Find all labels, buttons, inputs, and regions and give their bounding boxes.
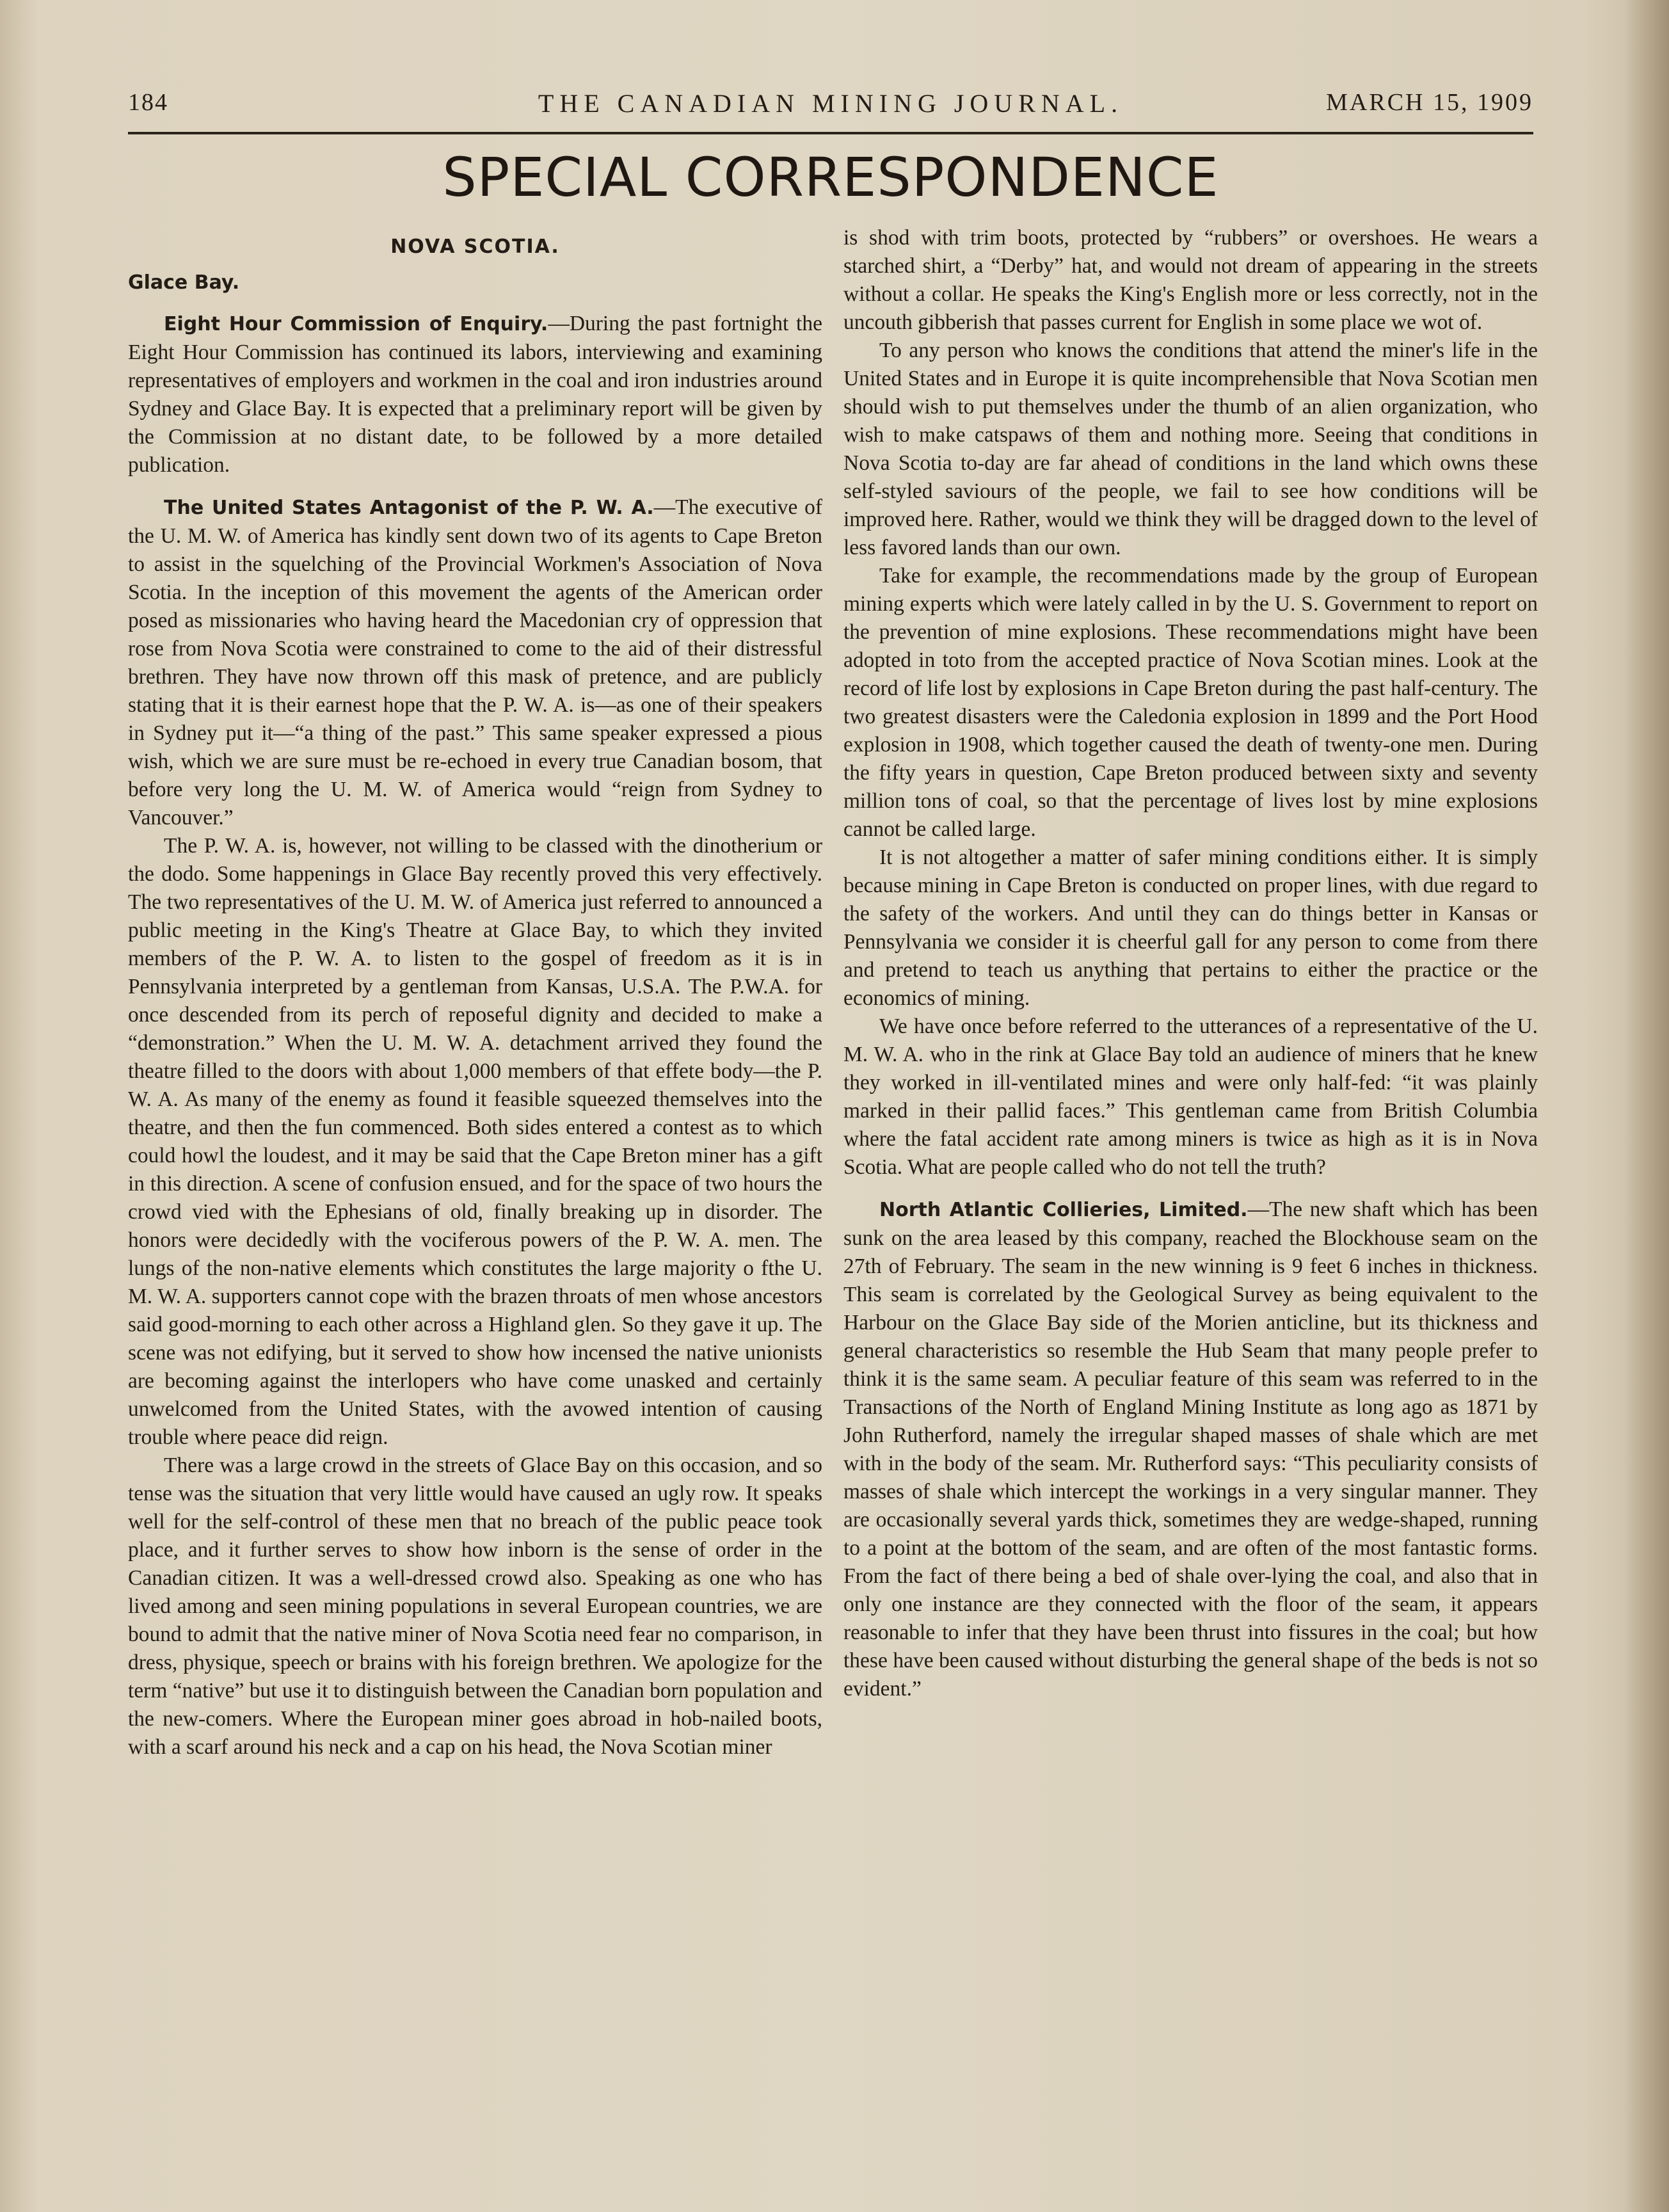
running-header	[128, 83, 1533, 128]
header-rule	[128, 132, 1533, 134]
run-in-heading: The United States Antagonist of the P. W. A.	[164, 497, 654, 519]
paragraph	[128, 493, 822, 832]
paragraph: We have once before referred to the utterances of a representative of the U. M. W. A. who in the rink at Glace Bay told an audience of miners that he knew they worked in ill-ventilated mines and were only half-fed: “it was plainly marked in their pallid faces.” This gentleman came from British Columbia where the fatal accident rate among miners is twice as high as it is in Nova Scotia. What are people called who do not tell the truth?	[843, 1014, 1538, 1179]
section-banner: SPECIAL CORRESPONDENCE	[442, 146, 1219, 209]
paragraph	[843, 1196, 1538, 1703]
paragraph-text: —The new shaft which has been sunk on the area leased by this company, reached the Blockhouse seam on the 27th of February. The seam in the new winning is 9 feet 6 inches in thickness. This seam is correlated by the Geological Survey as being equivalent to the Harbour on the Glace Bay side of the Morien anticline, but its thickness and general characteristics so resemble the Hub Seam that many people prefer to think it is the same seam. A peculiar feature of this seam was referred to in the Transactions of the North of England Mining Institute as long ago as 1871 by John Rutherford, namely the irregular shaped masses of shale which are met with in the body of the seam. Mr. Rutherford says: “This peculiarity consists of masses of shale which intercept the workings in a very singular manner. They are occasionally several yards thick, sometimes they are wedge-shaped, running to a point at the bottom of the seam, and are often of the most fantastic forms. From the fact of there being a bed of shale over-lying the coal, and also that in only one instance are they connected with the floor of the seam, it appears reasonable to infer that they have been thrust into fissures in the coal; but how these have been caused without disturbing the general shape of the beds is not so evident.”	[843, 1198, 1538, 1701]
paragraph: Take for example, the recommendations made by the group of European mining experts which were lately called in by the U. S. Government to report on the prevention of mine explosions. These recommendations might have been adopted in toto from the accepted practice of Nova Scotian mines. Look at the record of life lost by explosions in Cape Breton during the past half-century. The two greatest disasters were the Caledonia explosion in 1899 and the Port Hood explosion in 1908, which together caused the death of twenty-one men. During the fifty years in question, Cape Breton produced between sixty and seventy million tons of coal, so that the percentage of lives lost by mine explosions cannot be called large.	[843, 564, 1538, 841]
issue-date: MARCH 15, 1909	[1326, 89, 1533, 116]
paragraph: There was a large crowd in the streets of Glace Bay on this occasion, and so tense was the situation that very little would have caused an ugly row. It speaks well for the self-control of these men that no breach of the public peace took place, and it further serves to show how inborn is the sense of order in the Canadian citizen. It was a well-dressed crowd also. Speaking as one who has lived among and seen mining populations in several European countries, we are bound to admit that the native miner of Nova Scotia need fear no comparison, in dress, physique, speech or brains with his foreign brethren. We apologize for the term “native” but use it to distinguish between the Canadian born population and the new-comers. Where the European miner goes abroad in hob-nailed boots, with a scarf around his neck and a cap on his head, the Nova Scotian miner	[128, 1454, 822, 1759]
paragraph: To any person who knows the conditions that attend the miner's life in the United States and in Europe it is quite incomprehensible that Nova Scotian men should wish to put themselves under the thumb of an alien organization, who wish to make catspaws of them and nothing more. Seeing that conditions in Nova Scotia to-day are far ahead of conditions in the land which owns these self-styled saviours of the people, we fail to see how conditions will be improved here. Rather, would we think they will be dragged down to the level of less favored lands than our own.	[843, 339, 1538, 559]
run-in-heading: Eight Hour Commission of Enquiry.	[164, 313, 548, 335]
paragraph-text: —During the past fortnight the Eight Hour Commission has continued its labors, interviewing and examining representatives of employers and workmen in the coal and iron industries around Sydney and Glace Bay. It is expected that a preliminary report will be given by the Commission at no distant date, to be followed by a more detailed publication.	[128, 312, 822, 477]
place-heading: Glace Bay.	[128, 271, 240, 294]
right-column	[843, 224, 1538, 2176]
journal-title: THE CANADIAN MINING JOURNAL.	[538, 89, 1124, 118]
paragraph: is shod with trim boots, protected by “rubbers” or overshoes. He wears a starched shirt, a “Derby” hat, and would not dream of appearing in the streets without a collar. He speaks the King's English more or less correctly, not in the uncouth gibberish that passes current for English in some place we wot of.	[843, 226, 1538, 334]
page-number: 184	[128, 89, 168, 116]
paragraph: It is not altogether a matter of safer mining conditions either. It is simply because mining in Cape Breton is conducted on proper lines, with due regard to the safety of the workers. And until they can do things better in Kansas or Pennsylvania we consider it is cheerful gall for any person to come from there and pretend to teach us anything that pertains to either the practice or the economics of mining.	[843, 846, 1538, 1010]
paragraph-text: —The executive of the U. M. W. of America has kindly sent down two of its agents to Cape Breton to assist in the squelching of the Provincial Workmen's Association of Nova Scotia. In the inception of this movement the agents of the American order posed as missionaries who having heard the Macedonian cry of oppression that rose from Nova Scotia were constrained to come to the aid of their distressful brethren. They have now thrown off this mask of pretence, and are publicly stating that it is their earnest hope that the P. W. A. is—as one of their speakers in Sydney put it—“a thing of the past.” This same speaker expressed a pious wish, which we are sure must be re-echoed in every true Canadian bosom, that before very long the U. M. W. of America would “reign from Sydney to Vancouver.”	[128, 495, 822, 830]
page-edge-shadow	[1624, 0, 1669, 2212]
paragraph: The P. W. A. is, however, not willing to be classed with the dinotherium or the dodo. Some happenings in Glace Bay recently proved this very effectively. The two representatives of the U. M. W. of America just referred to announced a public meeting in the King's Theatre at Glace Bay, to which they invited members of the P. W. A. to listen to the gospel of freedom as it is in Pennsylvania interpreted by a gentleman from Kansas, U.S.A. The P.W.A. for once descended from its perch of reposeful dignity and decided to make a “demonstration.” When the U. M. W. A. detachment arrived they found the theatre filled to the doors with about 1,000 members of that effete body—the P. W. A. As many of the enemy as found it feasible squeezed themselves into the theatre, and then the fun commenced. Both sides entered a contest as to which could howl the loudest, and it may be said that the Cape Breton miner has a gift in this direction. A scene of confusion ensued, and for the space of two hours the crowd vied with the Ephesians of old, finally breaking up in disorder. The honors were decidedly with the vociferous powers of the P. W. A. men. The lungs of the non-native elements which constitutes the large majority o fthe U. M. W. A. supporters cannot cope with the brazen throats of men whose ancestors said good-morning to each other across a Highland glen. So they gave it up. The scene was not edifying, but it served to show how incensed the native unionists are becoming against the interlopers who have come unasked and certainly unwelcomed from the United States, with the avowed intention of causing trouble where peace did reign.	[128, 834, 822, 1449]
left-column	[128, 224, 822, 2176]
paragraph	[128, 310, 822, 479]
section-heading: NOVA SCOTIA.	[390, 236, 560, 258]
run-in-heading: North Atlantic Collieries, Limited.	[879, 1199, 1248, 1221]
